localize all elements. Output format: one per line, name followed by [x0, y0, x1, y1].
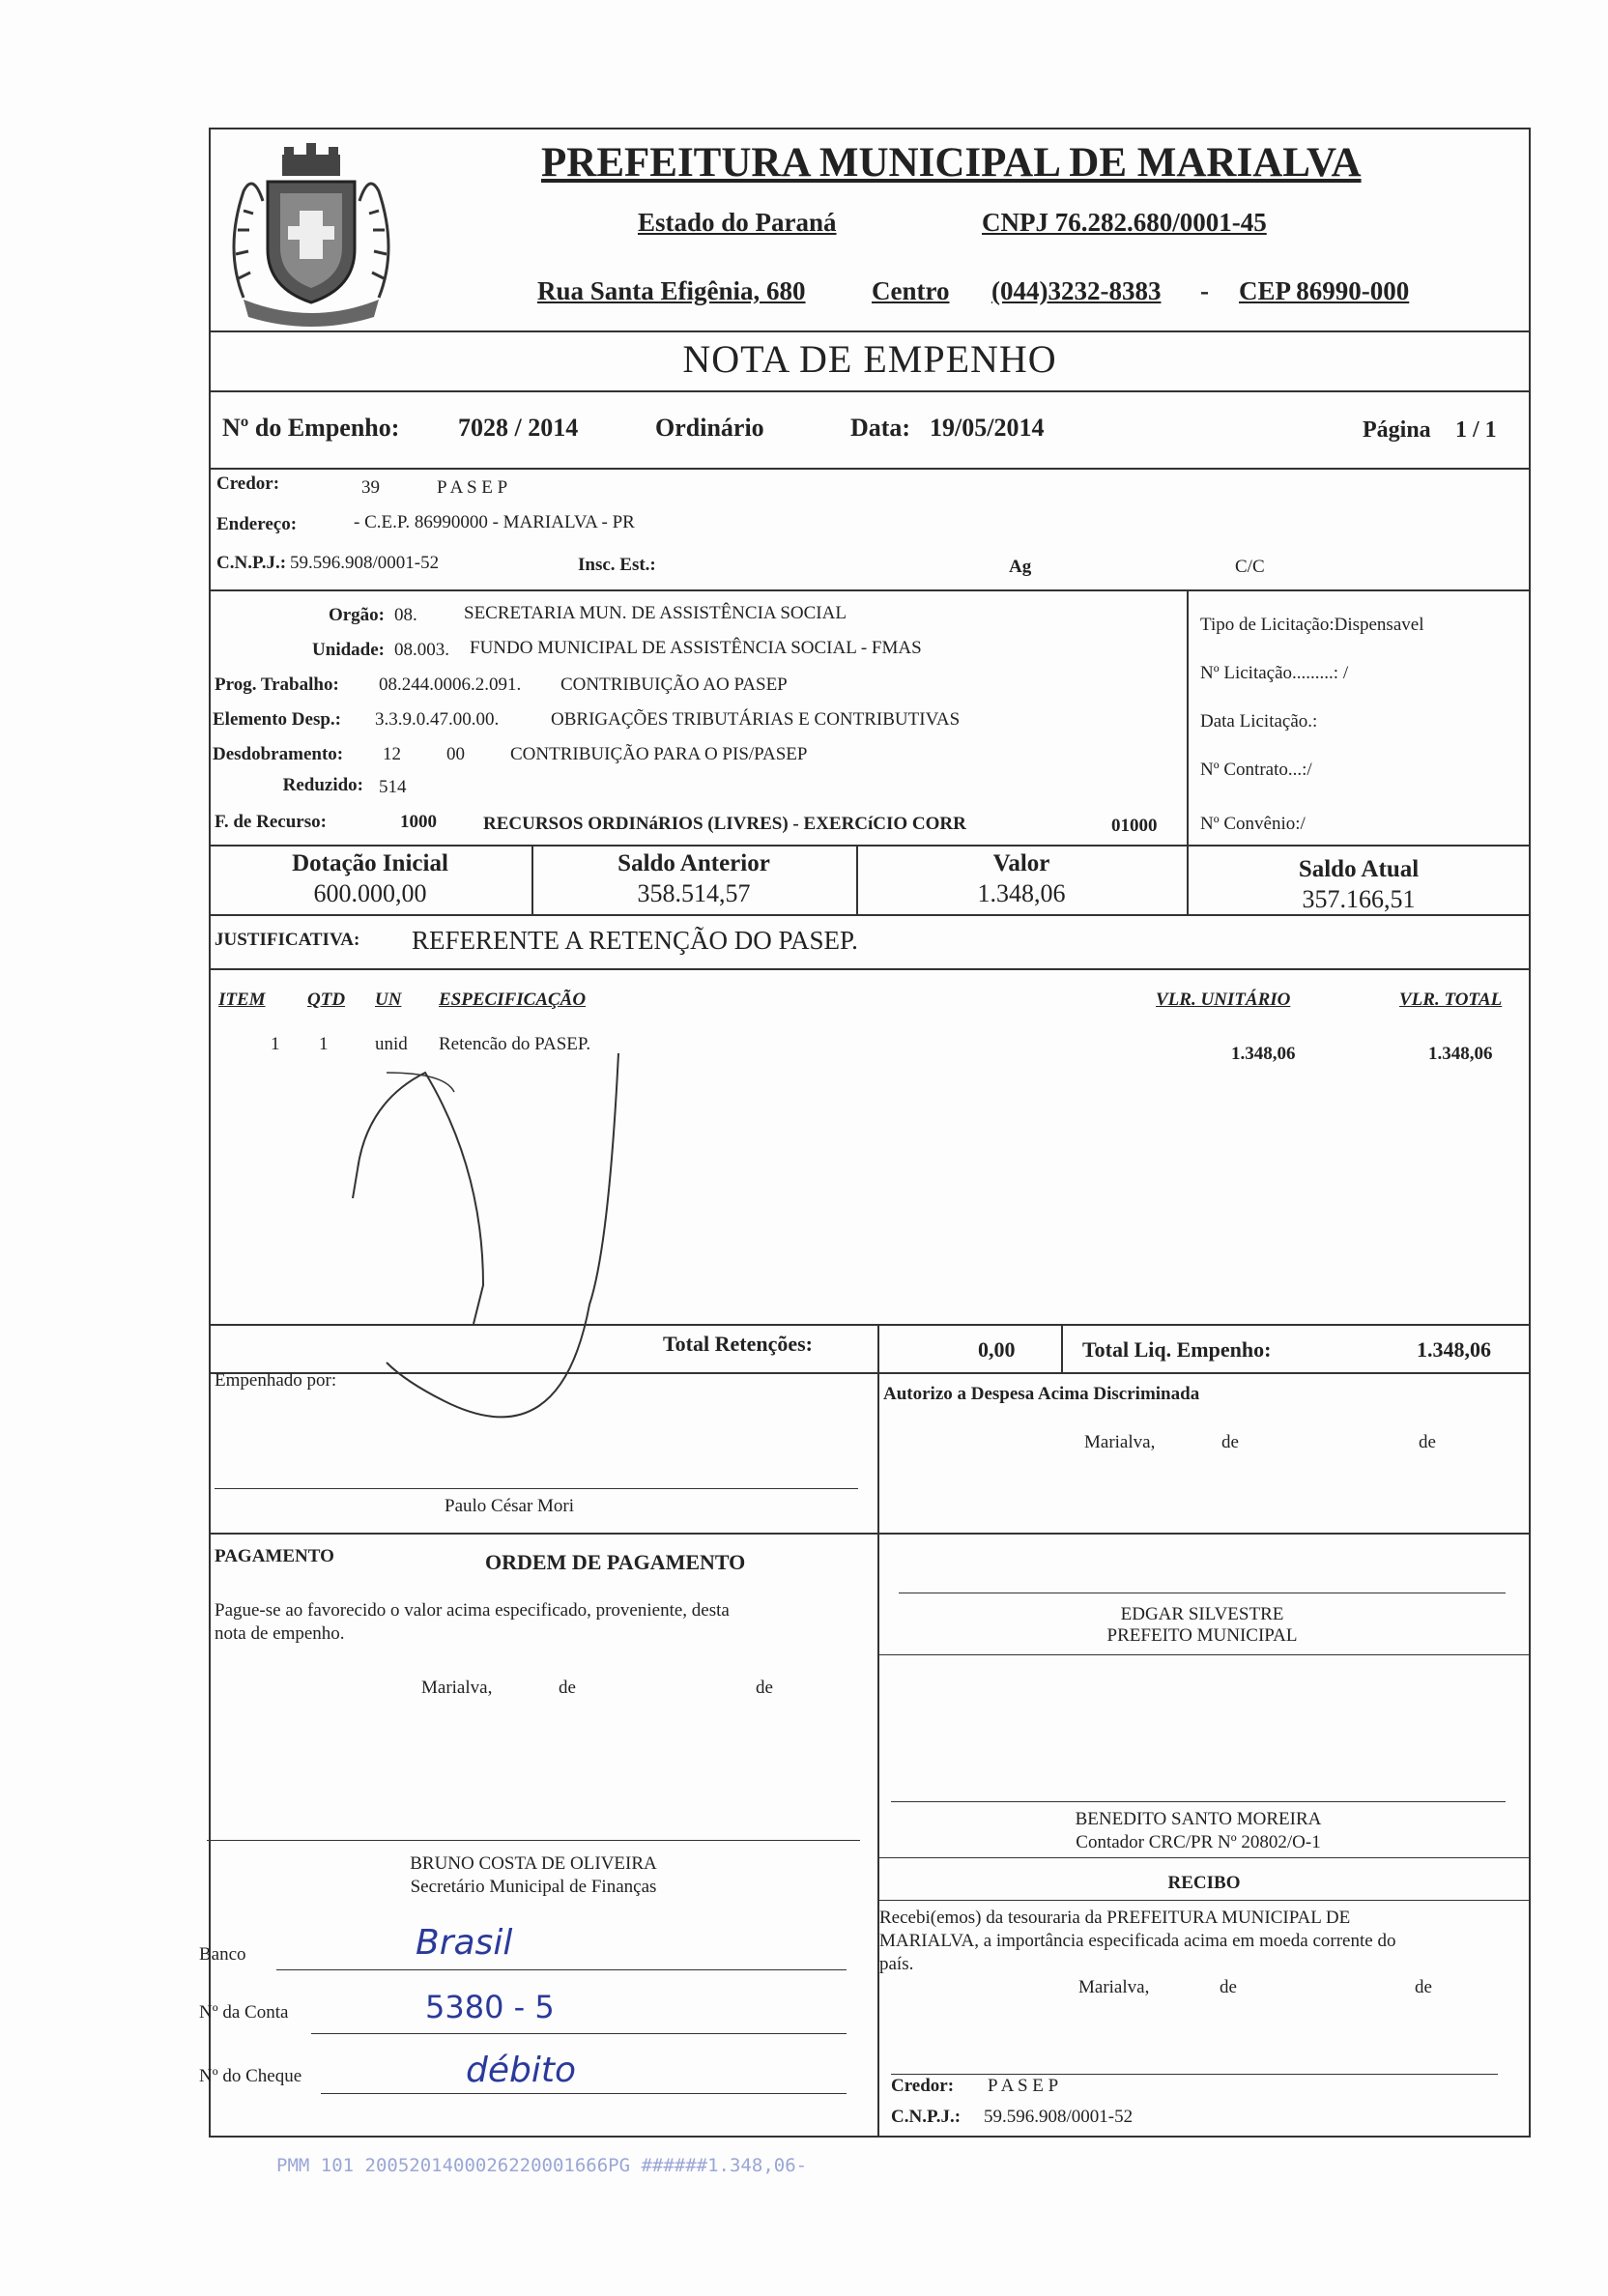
- desdobramento-label: Desdobramento:: [213, 744, 344, 764]
- cheque-label: Nº do Cheque: [199, 2066, 302, 2086]
- reduzido-code: 514: [379, 777, 407, 797]
- empenho-type: Ordinário: [655, 414, 764, 442]
- saldo-anterior-label: Saldo Anterior: [617, 850, 770, 876]
- header-district: Centro: [872, 276, 950, 305]
- cc-label: C/C: [1235, 557, 1265, 577]
- elemento-code: 3.3.9.0.47.00.00.: [375, 709, 500, 730]
- divider: [209, 1324, 1531, 1326]
- autorizo-city: Marialva,: [1084, 1432, 1156, 1452]
- recurso-code: 1000: [400, 812, 437, 832]
- valor-value: 1.348,06: [977, 879, 1066, 907]
- recibo-text-3: país.: [879, 1954, 914, 1974]
- recibo-de-1: de: [1220, 1977, 1237, 1997]
- signature-line: [215, 1488, 858, 1489]
- conta-value: 5380 - 5: [425, 1989, 555, 2025]
- dotacao-value: 600.000,00: [313, 879, 427, 907]
- total-liq-label: Total Liq. Empenho:: [1082, 1337, 1272, 1362]
- item-qtd: 1: [319, 1034, 329, 1054]
- orgao-code: 08.: [394, 605, 417, 625]
- banco-value: Brasil: [416, 1923, 513, 1963]
- valor-label: Valor: [992, 850, 1050, 876]
- autorizo-de-1: de: [1221, 1432, 1239, 1452]
- recurso-label: F. de Recurso:: [215, 812, 327, 832]
- header-cep: CEP 86990-000: [1239, 276, 1410, 305]
- recibo-credor: P A S E P: [988, 2076, 1059, 2096]
- desdobramento-code: 12: [383, 744, 401, 764]
- unidade-desc: FUNDO MUNICIPAL DE ASSISTÊNCIA SOCIAL - FMAS: [470, 638, 922, 658]
- col-vlr-unitario: VLR. UNITÁRIO: [1156, 990, 1291, 1010]
- credor-label: Credor:: [216, 474, 280, 494]
- justificativa-label: JUSTIFICATIVA:: [215, 930, 360, 950]
- vertical-divider: [877, 1372, 879, 1533]
- dotacao-label: Dotação Inicial: [292, 850, 448, 876]
- recibo-cnpj-label: C.N.P.J.:: [891, 2107, 962, 2127]
- credor-address: - C.E.P. 86990000 - MARIALVA - PR: [354, 512, 635, 532]
- pagamento-city: Marialva,: [421, 1678, 493, 1698]
- item-un: unid: [375, 1034, 408, 1054]
- saldo-atual-label: Saldo Atual: [1298, 856, 1420, 882]
- pagamento-de-1: de: [559, 1678, 576, 1698]
- item-vlr-total: 1.348,06: [1428, 1044, 1493, 1064]
- ag-label: Ag: [1009, 557, 1032, 577]
- vertical-divider: [1187, 589, 1189, 845]
- conta-line: [311, 2033, 847, 2034]
- justificativa-text: REFERENTE A RETENÇÃO DO PASEP.: [412, 926, 858, 955]
- divider: [209, 845, 1531, 847]
- cnpj-label: C.N.P.J.:: [216, 553, 287, 573]
- divider: [209, 914, 1531, 916]
- pagamento-de-2: de: [756, 1678, 773, 1698]
- item-especificacao: Retencão do PASEP.: [439, 1034, 591, 1054]
- cheque-line: [321, 2093, 847, 2094]
- signature-line: [891, 1801, 1506, 1802]
- col-especificacao: ESPECIFICAÇÃO: [439, 990, 587, 1010]
- col-item: ITEM: [218, 990, 266, 1010]
- prog-code: 08.244.0006.2.091.: [379, 674, 522, 695]
- col-un: UN: [375, 990, 402, 1010]
- autorizo-de-2: de: [1419, 1432, 1436, 1452]
- divider: [209, 968, 1531, 970]
- recurso-desc: RECURSOS ORDINáRIOS (LIVRES) - EXERCíCIO CORR: [483, 814, 966, 834]
- total-retencoes-label: Total Retenções:: [663, 1332, 813, 1356]
- recibo-cnpj: 59.596.908/0001-52: [984, 2107, 1134, 2127]
- page-label: Página: [1363, 417, 1431, 443]
- numero-convenio: Nº Convênio:/: [1200, 814, 1306, 834]
- desdobramento-desc: CONTRIBUIÇÃO PARA O PIS/PASEP: [510, 744, 808, 764]
- page-number: 1 / 1: [1455, 417, 1497, 443]
- prog-desc: CONTRIBUIÇÃO AO PASEP: [560, 674, 788, 695]
- unidade-code: 08.003.: [394, 640, 449, 660]
- empenhado-label: Empenhado por:: [215, 1370, 337, 1391]
- insc-est-label: Insc. Est.:: [578, 555, 656, 575]
- signature-line: [207, 1840, 860, 1841]
- recibo-de-2: de: [1415, 1977, 1432, 1997]
- saldo-anterior-value: 358.514,57: [637, 879, 751, 907]
- recibo-text-2: MARIALVA, a importância especificada acima em moeda corrente do: [879, 1931, 1396, 1951]
- recibo-city: Marialva,: [1078, 1977, 1150, 1997]
- credor-code: 39: [361, 477, 380, 498]
- pagamento-label: PAGAMENTO: [215, 1546, 334, 1566]
- empenho-date: 19/05/2014: [930, 414, 1045, 442]
- reduzido-label: Reduzido:: [282, 775, 363, 795]
- header-phone: (044)3232-8383: [991, 276, 1162, 305]
- authentication-stamp: PMM 101 2005201400026220001666PG ######1.348,06-: [276, 2155, 808, 2176]
- pagamento-text-1: Pague-se ao favorecido o valor acima especificado, proveniente, desta: [215, 1600, 730, 1621]
- header-dash: -: [1200, 276, 1209, 305]
- total-retencoes-value: 0,00: [978, 1337, 1016, 1362]
- recibo-credor-label: Credor:: [891, 2076, 955, 2096]
- vertical-divider: [877, 1324, 879, 1372]
- vertical-divider: [877, 1533, 879, 2138]
- credor-cnpj: 59.596.908/0001-52: [290, 553, 440, 573]
- signature-line: [891, 2074, 1498, 2075]
- total-liq-value: 1.348,06: [1417, 1337, 1491, 1362]
- divider: [209, 1533, 1531, 1535]
- data-licitacao: Data Licitação.:: [1200, 711, 1318, 732]
- saldo-atual-value: 357.166,51: [1302, 885, 1416, 913]
- empenhado-name: Paulo César Mori: [445, 1496, 575, 1516]
- col-qtd: QTD: [307, 990, 346, 1010]
- pagamento-text-2: nota de empenho.: [215, 1623, 345, 1644]
- col-vlr-total: VLR. TOTAL: [1399, 990, 1503, 1010]
- item-vlr-unitario: 1.348,06: [1231, 1044, 1296, 1064]
- numero-contrato: Nº Contrato...:/: [1200, 760, 1312, 780]
- banco-line: [276, 1969, 847, 1970]
- orgao-label: Orgão:: [328, 605, 385, 625]
- credor-name: P A S E P: [437, 477, 508, 498]
- elemento-label: Elemento Desp.:: [213, 709, 341, 730]
- document-title: NOTA DE EMPENHO: [682, 337, 1057, 381]
- vertical-divider: [1061, 1324, 1063, 1372]
- recibo-title: RECIBO: [1167, 1873, 1241, 1893]
- divider: [209, 390, 1531, 392]
- ordem-pagamento: ORDEM DE PAGAMENTO: [485, 1550, 746, 1574]
- autorizo-label: Autorizo a Despesa Acima Discriminada: [883, 1384, 1200, 1404]
- prefeito-name: EDGAR SILVESTRE: [1120, 1604, 1284, 1624]
- divider: [877, 1900, 1531, 1901]
- contador-role: Contador CRC/PR Nº 20802/O-1: [1076, 1832, 1321, 1852]
- desdobramento-subcode: 00: [446, 744, 465, 764]
- recurso-code-2: 01000: [1111, 816, 1158, 836]
- prog-label: Prog. Trabalho:: [215, 674, 339, 695]
- header-cnpj: CNPJ 76.282.680/0001-45: [982, 208, 1267, 237]
- empenho-number: 7028 / 2014: [458, 414, 579, 442]
- orgao-desc: SECRETARIA MUN. DE ASSISTÊNCIA SOCIAL: [464, 603, 847, 623]
- divider: [877, 1654, 1531, 1655]
- header-state: Estado do Paraná: [638, 208, 837, 237]
- cheque-value: débito: [466, 2051, 576, 2090]
- numero-licitacao: Nº Licitação.........: /: [1200, 663, 1349, 683]
- address-label: Endereço:: [216, 514, 298, 534]
- divider: [209, 1372, 1531, 1374]
- secretario-name: BRUNO COSTA DE OLIVEIRA: [410, 1853, 657, 1874]
- handwritten-mark: [329, 1053, 638, 1459]
- header-address: Rua Santa Efigênia, 680: [537, 276, 806, 305]
- unidade-label: Unidade:: [312, 640, 385, 660]
- item-number: 1: [271, 1034, 280, 1054]
- coat-of-arms-icon: [215, 133, 408, 327]
- prefeito-role: PREFEITO MUNICIPAL: [1106, 1625, 1298, 1646]
- contador-name: BENEDITO SANTO MOREIRA: [1075, 1809, 1322, 1829]
- divider: [209, 589, 1531, 591]
- divider: [877, 1857, 1531, 1858]
- header-title: PREFEITURA MUNICIPAL DE MARIALVA: [541, 140, 1362, 186]
- empenho-date-label: Data:: [850, 414, 911, 442]
- empenho-label: Nº do Empenho:: [222, 414, 400, 442]
- elemento-desc: OBRIGAÇÕES TRIBUTÁRIAS E CONTRIBUTIVAS: [551, 709, 961, 730]
- conta-label: Nº da Conta: [199, 2002, 289, 2023]
- divider: [209, 468, 1531, 470]
- tipo-licitacao: Tipo de Licitação:Dispensavel: [1200, 615, 1424, 635]
- recibo-text-1: Recebi(emos) da tesouraria da PREFEITURA MUNICIPAL DE: [879, 1908, 1351, 1928]
- banco-label: Banco: [199, 1944, 246, 1965]
- secretario-role: Secretário Municipal de Finanças: [410, 1877, 657, 1897]
